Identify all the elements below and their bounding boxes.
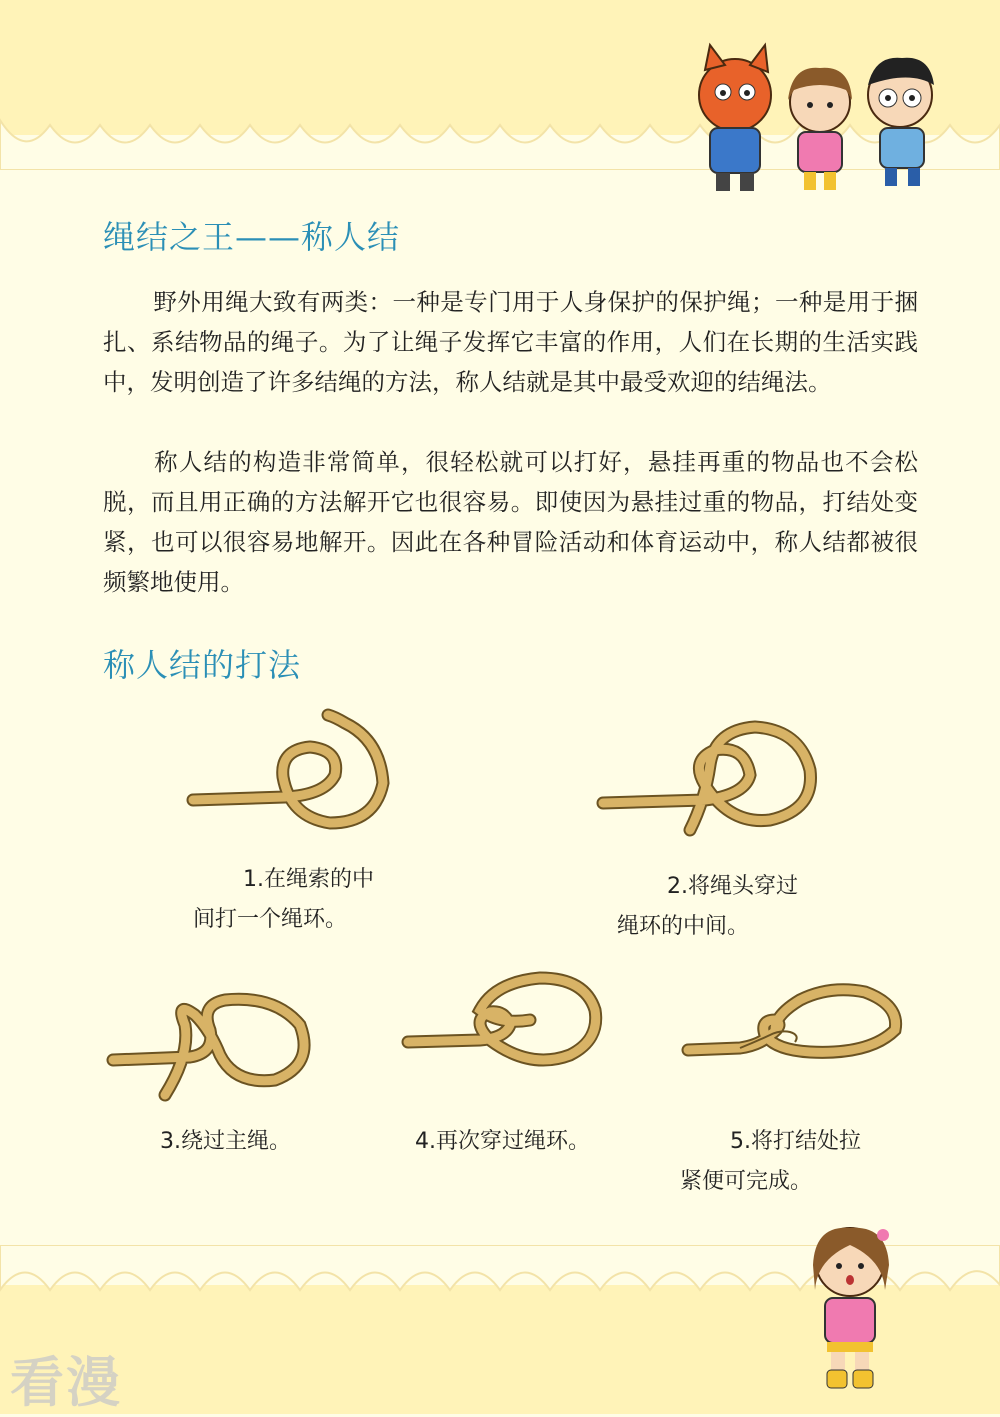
step-2-caption xyxy=(617,867,798,947)
step-3-caption xyxy=(160,1122,291,1162)
step-3-caption-line-1: 3.绕过主绳。 xyxy=(160,1129,291,1154)
knot-step-1-illustration xyxy=(185,705,405,855)
step-1-caption-line-1: 1.在绳索的中 xyxy=(243,867,374,892)
knot-step-3-illustration xyxy=(105,985,320,1115)
knot-step-2-illustration xyxy=(595,715,830,845)
step-4-caption xyxy=(415,1122,590,1162)
step-5-caption-line-2: 紧便可完成。 xyxy=(680,1169,813,1194)
section-title-king-of-knots: 绳结之王——称人结 xyxy=(103,218,401,256)
intro-paragraph-1 xyxy=(103,282,918,402)
section-title-how-to-tie: 称人结的打法 xyxy=(103,646,302,684)
intro-paragraph-2 xyxy=(103,442,918,602)
step-2-caption-line-1: 2.将绳头穿过 xyxy=(667,874,798,899)
step-1-caption-line-2: 间打一个绳环。 xyxy=(193,907,348,932)
step-4-caption-line-1: 4.再次穿过绳环。 xyxy=(415,1129,590,1154)
step-1-caption xyxy=(193,860,374,940)
knot-step-4-illustration xyxy=(400,970,605,1085)
watermark-text: 看漫 xyxy=(10,1351,122,1414)
step-5-caption xyxy=(680,1122,861,1202)
paragraph-2-text: 称人结的构造非常简单，很轻松就可以打好，悬挂再重的物品也不会松脱，而且用正确的方法解开它也很容易。即使因为悬挂过重的物品，打结处变紧，也可以很容易地解开。因此在各种冒险活动和体育运动中，称人结都被很频繁地使用。 xyxy=(103,448,918,596)
step-5-caption-line-1: 5.将打结处拉 xyxy=(730,1129,861,1154)
knot-step-5-illustration xyxy=(680,980,905,1080)
paragraph-1-text: 野外用绳大致有两类：一种是专门用于人身保护的保护绳；一种是用于捆扎、系结物品的绳子。为了让绳子发挥它丰富的作用，人们在长期的生活实践中，发明创造了许多结绳的方法，称人结就是其中最受欢迎的结绳法。 xyxy=(103,288,918,396)
step-2-caption-line-2: 绳环的中间。 xyxy=(617,914,750,939)
